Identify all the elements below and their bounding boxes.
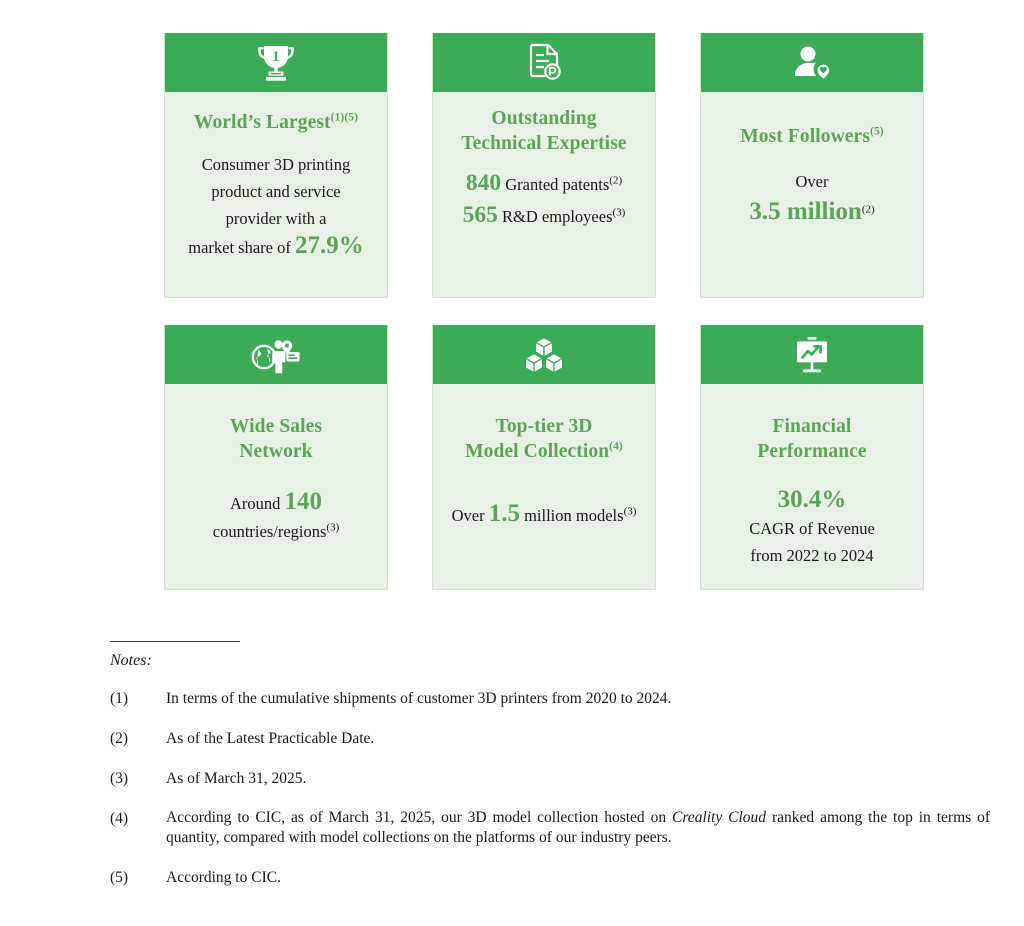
card-detail-lines	[711, 486, 913, 569]
card-stat-lines	[443, 168, 645, 232]
card-detail-lines	[175, 151, 377, 261]
card-header-model-collection	[433, 325, 655, 384]
note-item	[110, 867, 990, 888]
detail-footnote: (3)	[623, 505, 637, 518]
stat-value: 565	[462, 202, 498, 228]
note-text-before: According to CIC, as of March 31, 2025, our 3D model collection hosted on	[166, 809, 673, 826]
card-title-line-1: Outstanding	[491, 108, 597, 129]
note-text	[166, 808, 990, 848]
card-worlds-largest	[164, 33, 388, 298]
card-title	[443, 414, 645, 464]
card-title	[175, 110, 377, 135]
detail-line: provider with a	[225, 209, 327, 228]
card-title-footnote: (4)	[609, 440, 623, 453]
highlight-value: 3.5 million	[749, 198, 862, 225]
card-body-wide-sales-network	[165, 384, 387, 589]
detail-line: Consumer 3D printing	[201, 155, 351, 174]
highlight-value: 27.9%	[295, 232, 364, 259]
growth-chart-board-icon	[791, 334, 833, 376]
card-detail-lines	[175, 488, 377, 546]
stat-footnote: (3)	[612, 206, 626, 219]
note-item	[110, 728, 990, 749]
card-body-financial-performance	[701, 384, 923, 589]
card-most-followers	[700, 33, 924, 298]
card-title	[443, 106, 645, 156]
svg-text:1: 1	[272, 48, 280, 65]
detail-line-highlight	[175, 488, 377, 518]
detail-line-highlight	[443, 500, 645, 529]
card-technical-expertise	[432, 33, 656, 298]
stat-value: 840	[465, 170, 502, 196]
card-wide-sales-network	[164, 325, 388, 590]
detail-line-highlight	[711, 197, 913, 229]
highlight-value: 140	[284, 488, 323, 515]
card-detail-lines	[443, 500, 645, 529]
card-title	[711, 414, 913, 464]
card-body-most-followers	[701, 92, 923, 297]
notes-label: Notes:	[110, 652, 152, 669]
stat-row-employees	[443, 200, 645, 232]
card-body-model-collection	[433, 384, 655, 589]
highlight-footnote: (2)	[861, 203, 875, 216]
detail-prefix: market share of	[188, 238, 295, 257]
note-item	[110, 768, 990, 789]
stat-label: R&D employees	[502, 207, 613, 226]
note-text: As of the Latest Practicable Date.	[166, 730, 375, 747]
note-number: (4)	[110, 810, 129, 827]
card-header-technical-expertise	[433, 33, 655, 92]
card-title-line-1: Top-tier 3D	[495, 416, 593, 437]
card-title-line-2: Performance	[757, 441, 867, 462]
detail-line: product and service	[211, 182, 341, 201]
card-header-most-followers	[701, 33, 923, 92]
detail-line: from 2022 to 2024	[750, 546, 874, 565]
card-title-footnote: (1)(5)	[330, 111, 359, 124]
card-title-text: Model Collection	[465, 441, 610, 462]
detail-line: CAGR of Revenue	[749, 519, 875, 538]
user-heart-icon	[790, 43, 834, 83]
note-number: (2)	[110, 730, 129, 747]
note-text-after: ranked among the top in terms of quantity, compared with model collections on the platforms of our industry peers.	[166, 809, 990, 846]
detail-line-highlight	[711, 486, 913, 515]
note-item	[110, 808, 990, 848]
notes-divider	[110, 641, 240, 642]
card-header-financial-performance	[701, 325, 923, 384]
card-title-text: Most Followers	[740, 126, 871, 147]
detail-line	[175, 518, 377, 546]
card-financial-performance	[700, 325, 924, 590]
detail-suffix: million models	[519, 506, 624, 525]
card-header-wide-sales-network	[165, 325, 387, 384]
note-text: According to CIC.	[166, 869, 281, 886]
stat-row-patents	[443, 168, 645, 200]
card-title	[175, 414, 377, 464]
notes-section	[110, 641, 990, 907]
card-body-technical-expertise	[433, 92, 655, 297]
globe-salesperson-icon	[250, 334, 302, 376]
card-title-line-2: Network	[239, 441, 313, 462]
card-detail-lines	[711, 167, 913, 229]
card-title-line-1: Wide Sales	[229, 416, 323, 437]
card-model-collection	[432, 325, 656, 590]
stacked-cubes-icon	[522, 334, 566, 376]
card-title-line-1: Financial	[772, 416, 852, 437]
detail-footnote: (3)	[326, 521, 340, 534]
note-text: As of March 31, 2025.	[166, 770, 307, 787]
note-text: In terms of the cumulative shipments of customer 3D printers from 2020 to 2024.	[166, 690, 672, 707]
card-title	[711, 124, 913, 149]
highlights-card-grid	[164, 33, 926, 590]
note-number: (3)	[110, 770, 129, 787]
detail-text: countries/regions	[212, 522, 327, 541]
highlight-value: 1.5	[488, 500, 520, 527]
detail-prefix: Around	[229, 494, 285, 513]
card-body-worlds-largest	[165, 92, 387, 297]
card-title-text: World’s Largest	[193, 112, 331, 133]
highlight-value: 30.4%	[777, 486, 847, 513]
note-number: (1)	[110, 690, 129, 707]
detail-line-highlight	[175, 232, 377, 261]
note-item	[110, 688, 990, 709]
note-text-emphasis: Creality Cloud	[672, 809, 767, 826]
card-title-line-2: Technical Expertise	[461, 133, 627, 154]
trophy-number-one-icon	[253, 43, 299, 83]
patent-document-icon	[524, 42, 564, 84]
detail-line: Over	[795, 172, 829, 191]
stat-footnote: (2)	[609, 174, 623, 187]
card-header-worlds-largest	[165, 33, 387, 92]
card-title-line-2	[443, 439, 645, 464]
detail-prefix: Over	[451, 506, 489, 525]
note-number: (5)	[110, 869, 129, 886]
stat-label: Granted patents	[505, 175, 610, 194]
card-title-footnote: (5)	[870, 125, 884, 138]
